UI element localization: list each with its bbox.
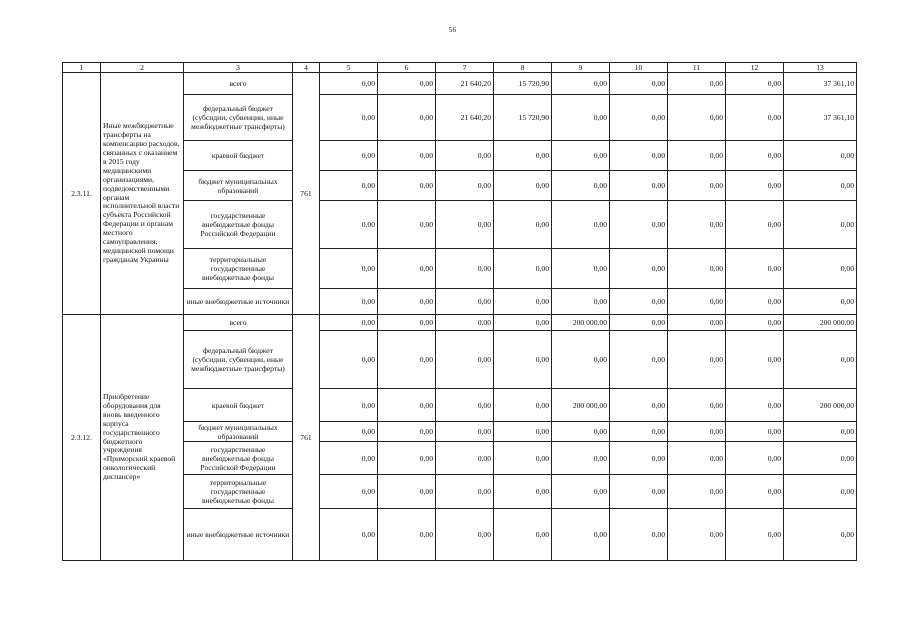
section-code: 2.3.12.: [63, 315, 101, 561]
column-header: 10: [610, 63, 668, 73]
value-cell: 0,00: [610, 475, 668, 509]
funding-source: бюджет муниципальных образований: [184, 422, 293, 442]
value-cell: 200 000,00: [552, 315, 610, 331]
value-cell: 37 361,10: [784, 95, 857, 141]
value-cell: 0,00: [610, 315, 668, 331]
value-cell: 21 640,20: [436, 73, 494, 95]
value-cell: 0,00: [494, 331, 552, 389]
value-cell: 0,00: [436, 389, 494, 422]
budget-table: [62, 62, 857, 561]
value-cell: 0,00: [668, 171, 726, 201]
value-cell: 0,00: [668, 422, 726, 442]
column-header: 7: [436, 63, 494, 73]
value-cell: 0,00: [668, 475, 726, 509]
value-cell: 0,00: [552, 331, 610, 389]
funding-source: федеральный бюджет (субсидии, субвенции, иные межбюджетные трансферты): [184, 95, 293, 141]
value-cell: 0,00: [784, 141, 857, 171]
value-cell: 0,00: [668, 315, 726, 331]
value-cell: 0,00: [436, 171, 494, 201]
value-cell: 0,00: [668, 141, 726, 171]
value-cell: 0,00: [494, 249, 552, 289]
funding-source: иные внебюджетные источники: [184, 509, 293, 561]
value-cell: 0,00: [552, 422, 610, 442]
value-cell: 0,00: [610, 73, 668, 95]
grbs-code: 761: [293, 73, 320, 315]
value-cell: 0,00: [784, 171, 857, 201]
value-cell: 0,00: [552, 475, 610, 509]
value-cell: 0,00: [668, 289, 726, 315]
table-body: [63, 63, 857, 561]
value-cell: 0,00: [784, 201, 857, 249]
value-cell: 0,00: [320, 422, 378, 442]
value-cell: 0,00: [378, 475, 436, 509]
value-cell: 0,00: [320, 95, 378, 141]
value-cell: 0,00: [320, 289, 378, 315]
value-cell: 0,00: [378, 442, 436, 475]
value-cell: 0,00: [320, 201, 378, 249]
funding-source: государственные внебюджетные фонды Российской Федерации: [184, 201, 293, 249]
value-cell: 15 720,90: [494, 95, 552, 141]
value-cell: 0,00: [610, 141, 668, 171]
value-cell: 0,00: [552, 73, 610, 95]
value-cell: 0,00: [726, 315, 784, 331]
value-cell: 0,00: [436, 289, 494, 315]
column-header: 8: [494, 63, 552, 73]
value-cell: 0,00: [726, 475, 784, 509]
value-cell: 0,00: [784, 422, 857, 442]
value-cell: 0,00: [726, 249, 784, 289]
value-cell: 0,00: [436, 141, 494, 171]
value-cell: 0,00: [610, 422, 668, 442]
value-cell: 0,00: [494, 141, 552, 171]
value-cell: 0,00: [320, 331, 378, 389]
value-cell: 0,00: [436, 442, 494, 475]
value-cell: 0,00: [320, 171, 378, 201]
value-cell: 0,00: [378, 249, 436, 289]
funding-source: территориальные государственные внебюджетные фонды: [184, 475, 293, 509]
value-cell: 0,00: [320, 73, 378, 95]
value-cell: 0,00: [726, 389, 784, 422]
value-cell: 0,00: [784, 475, 857, 509]
value-cell: 0,00: [552, 171, 610, 201]
value-cell: 0,00: [784, 289, 857, 315]
value-cell: 0,00: [552, 289, 610, 315]
column-header: 2: [101, 63, 184, 73]
value-cell: 0,00: [784, 249, 857, 289]
value-cell: 0,00: [552, 249, 610, 289]
value-cell: 0,00: [320, 389, 378, 422]
value-cell: 0,00: [552, 509, 610, 561]
value-cell: 0,00: [726, 289, 784, 315]
column-header: 12: [726, 63, 784, 73]
value-cell: 0,00: [494, 442, 552, 475]
value-cell: 0,00: [378, 315, 436, 331]
value-cell: 0,00: [494, 289, 552, 315]
value-cell: 0,00: [668, 73, 726, 95]
section-description: Приобретение оборудования для вновь введенного корпуса государственного бюджетного учреждения «Приморский краевой онкологический диспансер»: [101, 315, 184, 561]
value-cell: 0,00: [668, 249, 726, 289]
value-cell: 0,00: [494, 171, 552, 201]
value-cell: 0,00: [726, 95, 784, 141]
value-cell: 0,00: [436, 331, 494, 389]
value-cell: 0,00: [436, 201, 494, 249]
value-cell: 0,00: [668, 509, 726, 561]
value-cell: 0,00: [552, 201, 610, 249]
value-cell: 0,00: [320, 249, 378, 289]
grbs-code: 761: [293, 315, 320, 561]
funding-source: государственные внебюджетные фонды Российской Федерации: [184, 442, 293, 475]
value-cell: 21 640,20: [436, 95, 494, 141]
value-cell: 0,00: [378, 422, 436, 442]
value-cell: 0,00: [726, 201, 784, 249]
funding-source: бюджет муниципальных образований: [184, 171, 293, 201]
value-cell: 0,00: [436, 509, 494, 561]
funding-source: всего: [184, 73, 293, 95]
value-cell: 0,00: [610, 509, 668, 561]
table-row: [63, 315, 857, 331]
value-cell: 0,00: [610, 289, 668, 315]
value-cell: 0,00: [668, 201, 726, 249]
value-cell: 0,00: [668, 442, 726, 475]
value-cell: 200 000,00: [784, 315, 857, 331]
funding-source: краевой бюджет: [184, 141, 293, 171]
value-cell: 0,00: [726, 141, 784, 171]
value-cell: 0,00: [494, 389, 552, 422]
value-cell: 0,00: [436, 249, 494, 289]
table-row: [63, 73, 857, 95]
value-cell: 0,00: [378, 389, 436, 422]
value-cell: 0,00: [378, 141, 436, 171]
value-cell: 0,00: [378, 331, 436, 389]
column-header: 5: [320, 63, 378, 73]
value-cell: 0,00: [436, 475, 494, 509]
value-cell: 0,00: [610, 442, 668, 475]
value-cell: 0,00: [552, 442, 610, 475]
value-cell: 0,00: [784, 509, 857, 561]
value-cell: 0,00: [320, 141, 378, 171]
value-cell: 15 720,90: [494, 73, 552, 95]
column-header: 11: [668, 63, 726, 73]
value-cell: 0,00: [726, 509, 784, 561]
value-cell: 0,00: [726, 73, 784, 95]
value-cell: 0,00: [726, 422, 784, 442]
value-cell: 0,00: [726, 442, 784, 475]
value-cell: 0,00: [494, 315, 552, 331]
column-header: 3: [184, 63, 293, 73]
value-cell: 0,00: [378, 73, 436, 95]
column-header: 6: [378, 63, 436, 73]
value-cell: 0,00: [726, 171, 784, 201]
value-cell: 0,00: [610, 249, 668, 289]
value-cell: 0,00: [610, 389, 668, 422]
value-cell: 0,00: [494, 422, 552, 442]
value-cell: 0,00: [610, 201, 668, 249]
column-header: 1: [63, 63, 101, 73]
value-cell: 0,00: [320, 509, 378, 561]
section-code: 2.3.11.: [63, 73, 101, 315]
value-cell: 200 000,00: [784, 389, 857, 422]
column-header: 4: [293, 63, 320, 73]
value-cell: 0,00: [552, 95, 610, 141]
value-cell: 37 361,10: [784, 73, 857, 95]
funding-source: территориальные государственные внебюджетные фонды: [184, 249, 293, 289]
value-cell: 0,00: [436, 422, 494, 442]
section-description: Иные межбюджетные трансферты на компенсацию расходов, связанных с оказанием в 2015 году медицинскими организациями, подведомственными органам исполнительной власти субъекта Российской Федерации и органам местного самоуправления, медицинской помощи гражданам Украины: [101, 73, 184, 315]
value-cell: 200 000,00: [552, 389, 610, 422]
value-cell: 0,00: [494, 509, 552, 561]
value-cell: 0,00: [436, 315, 494, 331]
column-header: 13: [784, 63, 857, 73]
funding-source: краевой бюджет: [184, 389, 293, 422]
funding-source: иные внебюджетные источники: [184, 289, 293, 315]
value-cell: 0,00: [320, 315, 378, 331]
value-cell: 0,00: [726, 331, 784, 389]
value-cell: 0,00: [494, 475, 552, 509]
value-cell: 0,00: [378, 171, 436, 201]
value-cell: 0,00: [552, 141, 610, 171]
value-cell: 0,00: [378, 509, 436, 561]
value-cell: 0,00: [378, 201, 436, 249]
value-cell: 0,00: [668, 331, 726, 389]
page-number: 56: [448, 26, 457, 34]
value-cell: 0,00: [378, 289, 436, 315]
value-cell: 0,00: [668, 95, 726, 141]
value-cell: 0,00: [320, 475, 378, 509]
value-cell: 0,00: [668, 389, 726, 422]
value-cell: 0,00: [610, 331, 668, 389]
value-cell: 0,00: [784, 331, 857, 389]
funding-source: федеральный бюджет (субсидии, субвенции, иные межбюджетные трансферты): [184, 331, 293, 389]
column-header: 9: [552, 63, 610, 73]
value-cell: 0,00: [610, 95, 668, 141]
value-cell: 0,00: [784, 442, 857, 475]
value-cell: 0,00: [494, 201, 552, 249]
value-cell: 0,00: [610, 171, 668, 201]
funding-source: всего: [184, 315, 293, 331]
value-cell: 0,00: [320, 442, 378, 475]
column-header-row: [63, 63, 857, 73]
value-cell: 0,00: [378, 95, 436, 141]
